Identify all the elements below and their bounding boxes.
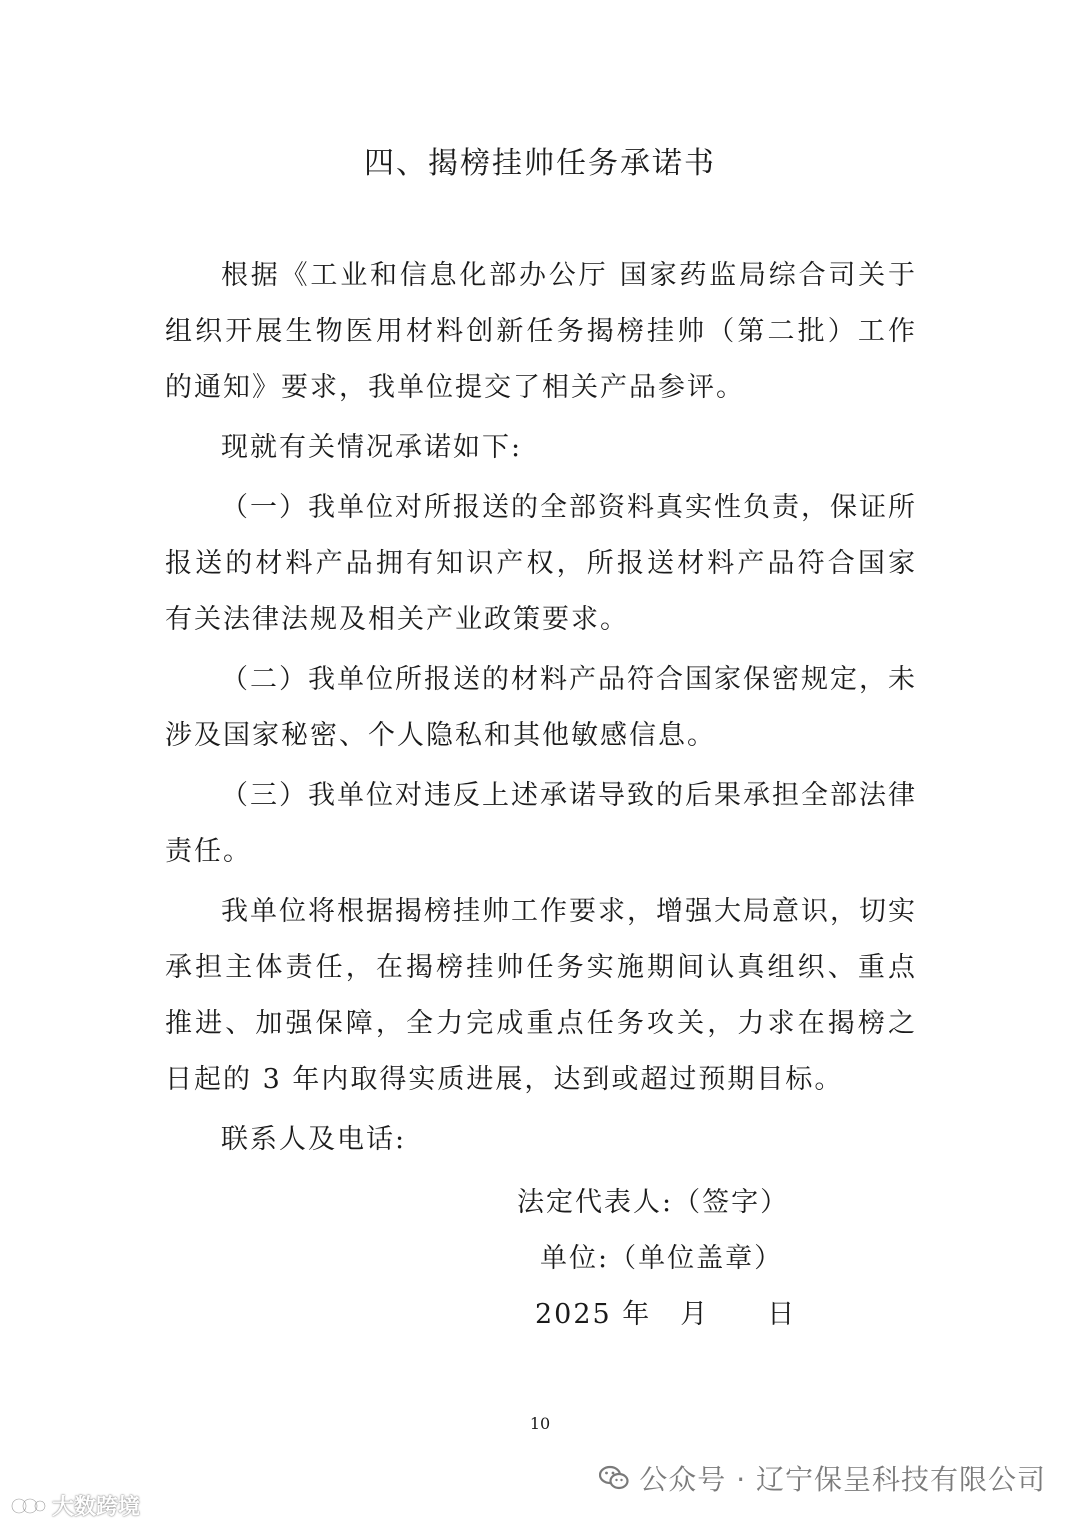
- page-number: 10: [529, 1414, 551, 1433]
- paragraph-pledge: 我单位将根据揭榜挂帅工作要求，增强大局意识，切实承担主体责任，在揭榜挂帅任务实施期间认真组织、重点推进、加强保障，全力完成重点任务攻关，力求在揭榜之日起的 3 年内取得实质进展，达到或超过预期目标。: [165, 896, 917, 1095]
- legal-representative-line: 法定代表人:（签字）: [517, 1187, 790, 1218]
- paragraph-basis: 根据《工业和信息化部办公厅 国家药监局综合司关于组织开展生物医用材料创新任务揭榜挂帅（第二批）工作的通知》要求，我单位提交了相关产品参评。: [165, 260, 917, 403]
- logo-icon: [10, 1495, 48, 1517]
- wechat-account-watermark: [599, 1458, 1046, 1498]
- paragraph-intro: 现就有关情况承诺如下:: [221, 432, 523, 463]
- document-body: [165, 248, 917, 1172]
- unit-seal-line: 单位:（单位盖章）: [540, 1243, 784, 1274]
- paragraph-commitment-3: （三）我单位对违反上述承诺导致的后果承担全部法律责任。: [165, 780, 917, 867]
- source-watermark: [10, 1490, 140, 1521]
- paragraph-contact: 联系人及电话:: [221, 1124, 407, 1155]
- paragraph-commitment-1: （一）我单位对所报送的全部资料真实性负责，保证所报送的材料产品拥有知识产权，所报送材料产品符合国家有关法律法规及相关产业政策要求。: [165, 492, 917, 635]
- source-watermark-text: 大数跨境: [52, 1495, 141, 1520]
- document-title: 四、揭榜挂帅任务承诺书: [364, 146, 716, 181]
- wechat-icon: [599, 1465, 629, 1491]
- date-line: 2025 年 月 日: [535, 1299, 797, 1330]
- paragraph-commitment-2: （二）我单位所报送的材料产品符合国家保密规定，未涉及国家秘密、个人隐私和其他敏感信息。: [165, 664, 917, 751]
- wechat-account-text: 公众号 · 辽宁保呈科技有限公司: [639, 1463, 1046, 1496]
